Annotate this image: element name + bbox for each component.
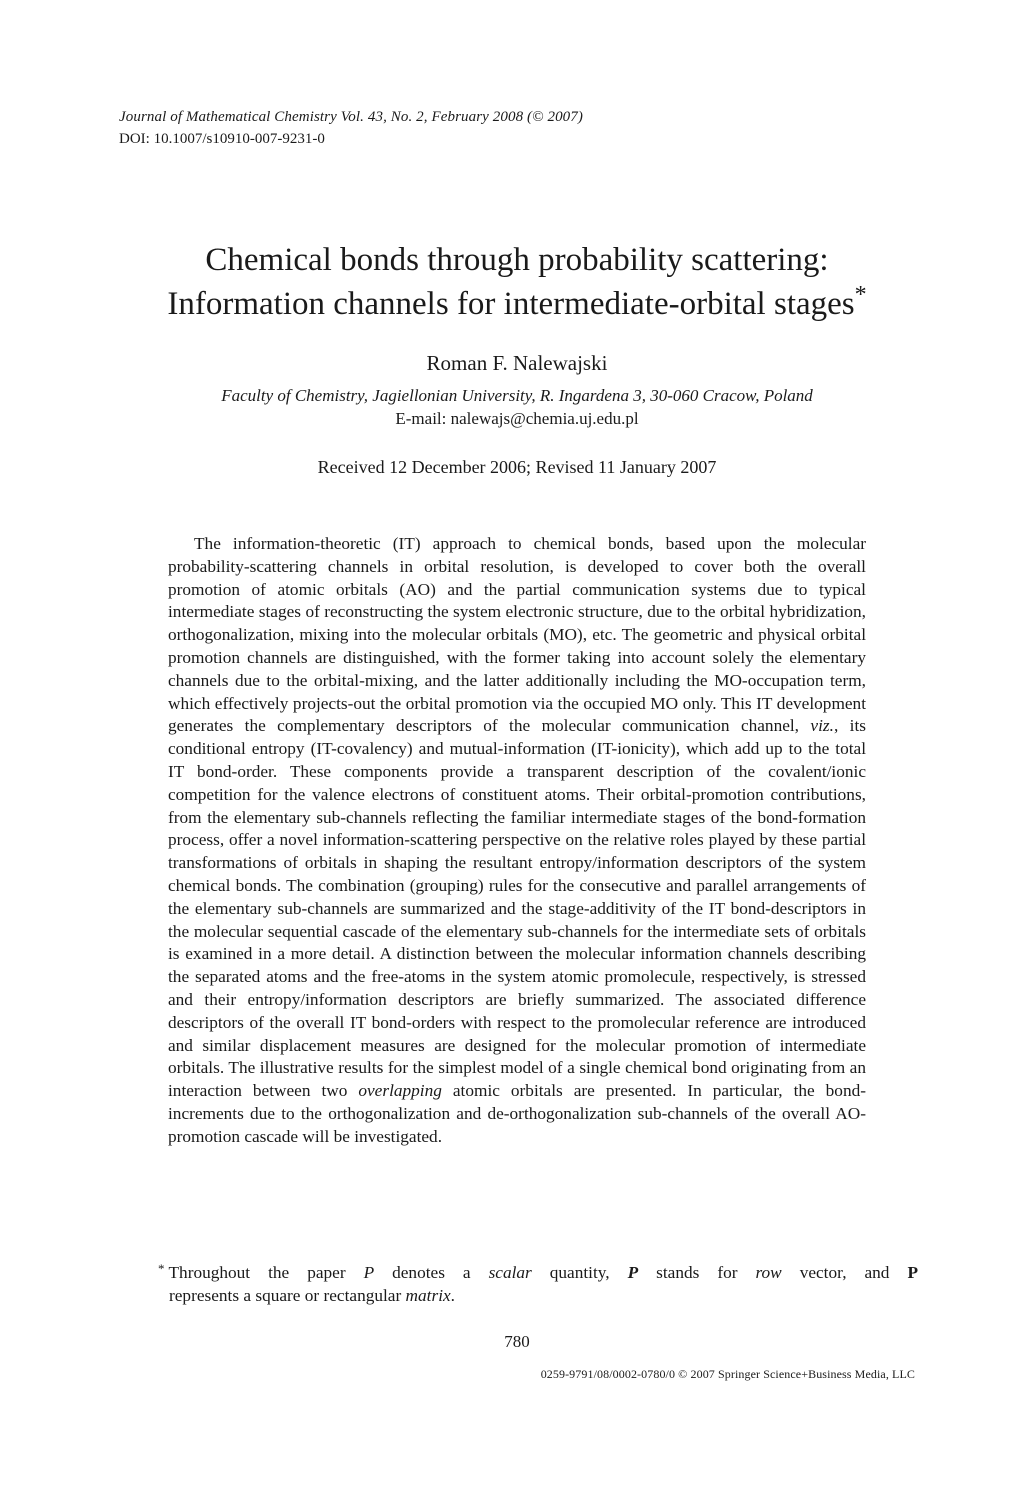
paper-title	[100, 238, 934, 326]
journal-citation: Journal of Mathematical Chemistry Vol. 43, No. 2, February 2008 (© 2007)	[119, 109, 583, 125]
footnote-word-1: * Throughout	[158, 1261, 251, 1282]
footnote-word-scalar: scalar	[488, 1263, 532, 1282]
footnote-word: the	[268, 1263, 290, 1282]
doi: DOI: 10.1007/s10910-007-9231-0	[119, 131, 325, 147]
copyright-line: 0259-9791/08/0002-0780/0 © 2007 Springer Science+Business Media, LLC	[540, 1367, 915, 1381]
footnote-symbol-matrix: P	[907, 1263, 918, 1282]
title-footnote-mark: *	[854, 282, 867, 308]
abstract	[168, 533, 866, 1149]
abstract-part-2: , its conditional entropy (IT-covalency) and mutual-information (IT-ionicity), which add up to the total IT bond-order. These components provide a transparent description of the covalent/ionic competition for the valence electrons of constituent atoms. Their orbital-promotion contributions, from the elementary sub-channels reflecting the familiar intermediate stages of the bond-formation process, offer a novel information-scattering perspective on the relative roles played by these partial transformations of orbitals in shaping the resultant entropy/information descriptors of the system chemical bonds. The combination (grouping) rules for the consecutive and parallel arrangements of the elementary sub-channels are summarized and the stage-additivity of the IT bond-descriptors in the molecular sequential cascade of the elementary sub-channels for the intermediate sets of orbitals is examined in a more detail. A distinction between the molecular information channels describing the separated atoms and the free-atoms in the system atomic promolecule, respectively, is stressed and their entropy/information descriptors are briefly summarized. The associated difference descriptors of the overall IT bond-orders with respect to the promolecular reference are introduced and similar displacement measures are designed for the molecular promotion of intermediate orbitals. The illustrative results for the simplest model of a single chemical bond originating from an interaction between two	[168, 716, 866, 1101]
footnote-symbol-scalar: P	[363, 1263, 375, 1282]
footnote-word: denotes	[392, 1263, 445, 1282]
abstract-viz: viz.	[810, 716, 834, 736]
footnote-word-matrix: matrix	[405, 1285, 451, 1305]
footnote-word: and	[864, 1263, 890, 1282]
footnote-word: paper	[307, 1263, 346, 1282]
affiliation: Faculty of Chemistry, Jagiellonian University, R. Ingardena 3, 30-060 Cracow, Poland	[221, 386, 813, 405]
footnote-symbol-row-vector: P	[627, 1263, 639, 1282]
footnote	[158, 1262, 918, 1308]
abstract-part-1: The information-theoretic (IT) approach to chemical bonds, based upon the molecular probability-scattering channels in orbital resolution, is developed to cover both the overall promotion of atomic orbitals (AO) and the partial communication systems due to typical intermediate stages of reconstructing the system electronic structure, due to the orbital hybridization, orthogonalization, mixing into the molecular orbitals (MO), etc. The geometric and physical orbital promotion channels are distinguished, with the former taking into account solely the elementary channels due to the orbital-mixing, and the latter additionally including the MO-occupation term, which effectively projects-out the orbital promotion via the occupied MO only. This IT development generates the complementary descriptors of the molecular communication channel,	[168, 534, 866, 736]
email: E-mail: nalewajs@chemia.uj.edu.pl	[395, 409, 639, 428]
abstract-overlapping: overlapping	[358, 1081, 442, 1101]
footnote-word: for	[717, 1263, 738, 1282]
page-number: 780	[504, 1332, 530, 1351]
footnote-word-row: row	[755, 1263, 782, 1282]
author-name: Roman F. Nalewajski	[426, 351, 608, 375]
footnote-word: vector,	[799, 1263, 847, 1282]
footnote-line-2: represents a square or rectangular matrix.	[169, 1285, 455, 1305]
footnote-word: quantity,	[549, 1263, 610, 1282]
footnote-line-1	[158, 1262, 918, 1285]
abstract-part-3: atomic orbitals are presented. In particular, the bond-increments due to the orthogonalization and de-orthogonalization sub-channels of the overall AO-promotion cascade will be investigated.	[168, 1081, 866, 1146]
received-dates: Received 12 December 2006; Revised 11 January 2007	[317, 457, 717, 477]
title-line-2: Information channels for intermediate-orbital stages	[167, 286, 855, 322]
title-line-1: Chemical bonds through probability scattering:	[205, 242, 829, 278]
footnote-mark: *	[158, 1261, 165, 1276]
footnote-word: a	[462, 1263, 471, 1282]
footnote-word: stands	[656, 1263, 700, 1282]
